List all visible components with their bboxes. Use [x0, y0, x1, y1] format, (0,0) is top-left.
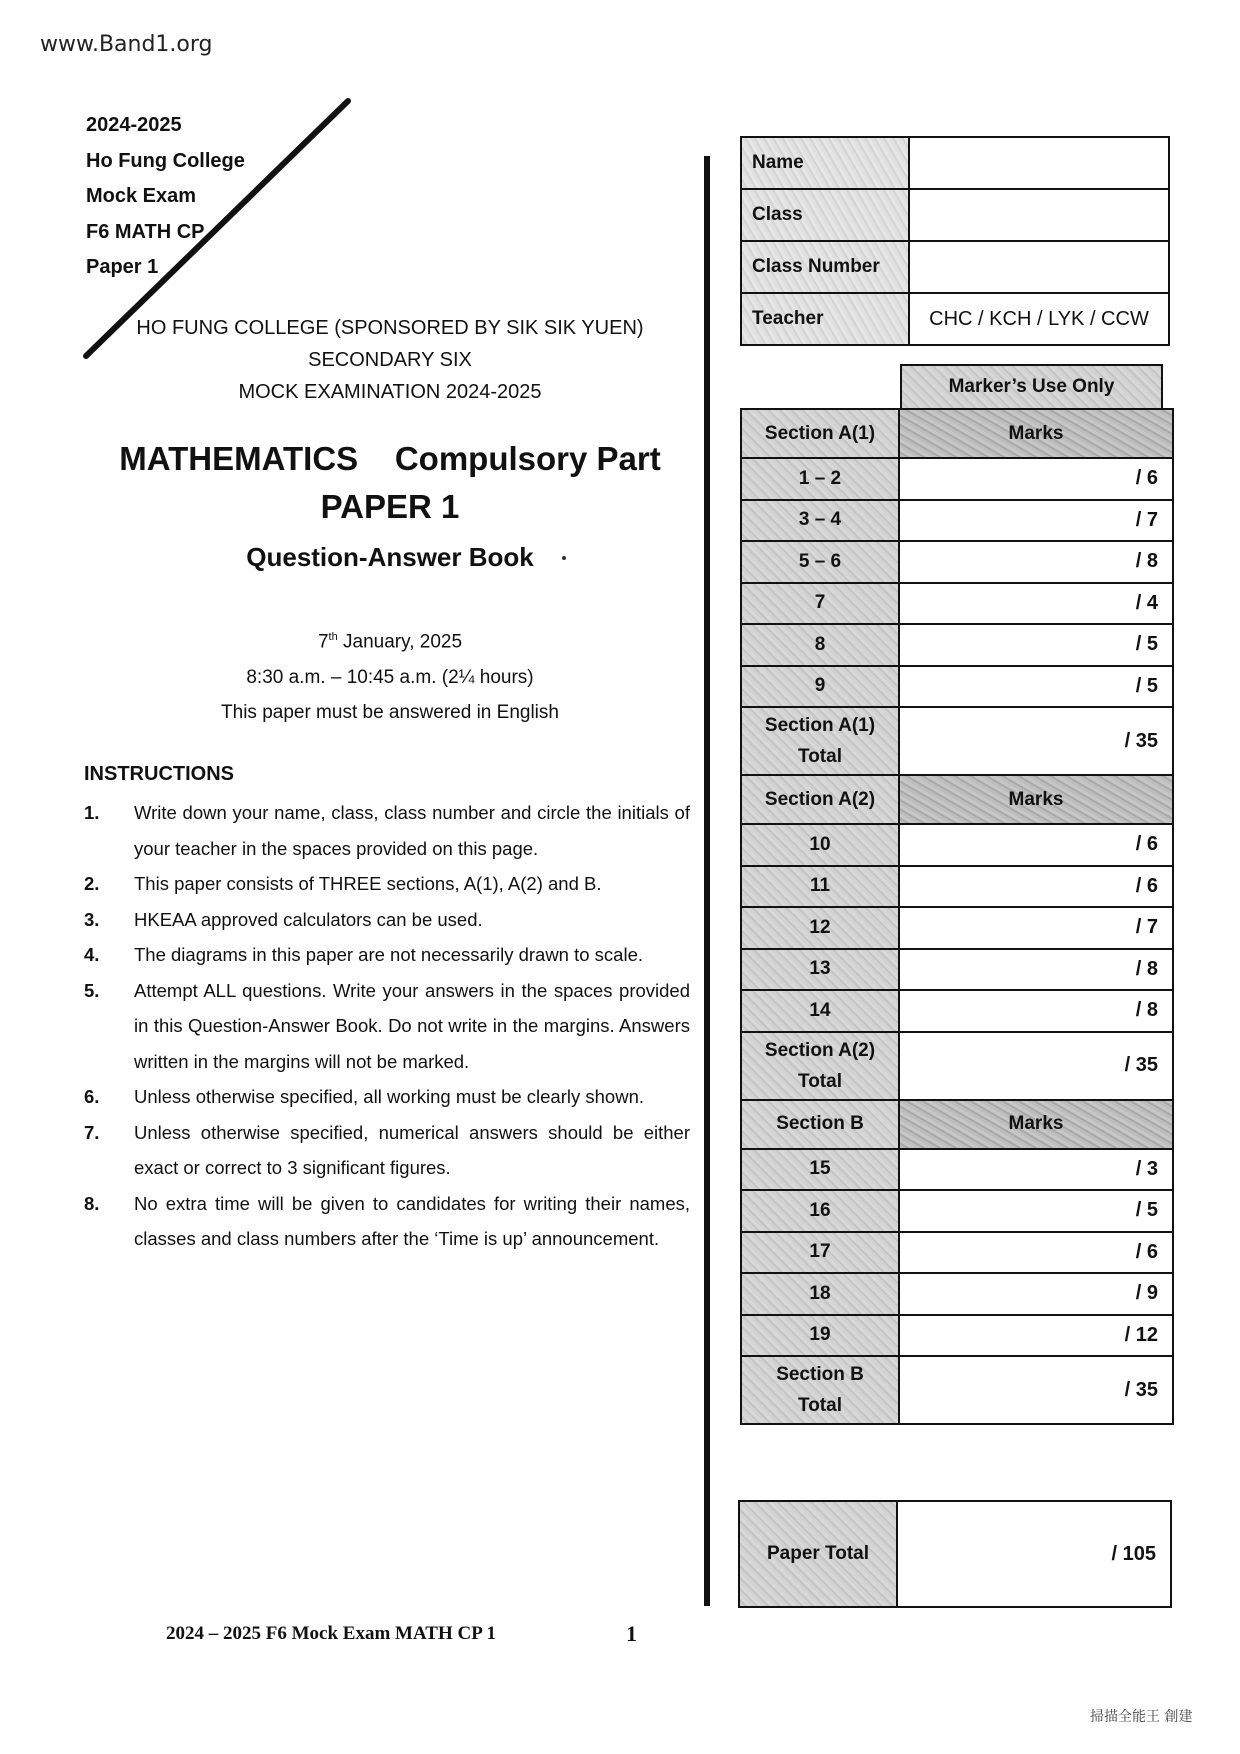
section-a1-label: Section A(1): [741, 409, 899, 458]
instruction-item: [84, 973, 690, 1080]
question-number: 16: [741, 1190, 899, 1232]
instruction-item: [84, 902, 690, 938]
question-number: 11: [741, 866, 899, 908]
instruction-number: 1.: [84, 802, 100, 823]
question-row: [741, 583, 1173, 625]
question-row: [741, 990, 1173, 1032]
question-number: 10: [741, 824, 899, 866]
section-a2-total-field[interactable]: / 35: [899, 1032, 1173, 1100]
instructions-heading: INSTRUCTIONS: [84, 763, 234, 785]
question-number: 7: [741, 583, 899, 625]
question-marks-field[interactable]: / 9: [899, 1273, 1173, 1315]
question-number: 12: [741, 907, 899, 949]
exam-language: This paper must be answered in English: [221, 702, 559, 724]
student-info-table: [740, 136, 1170, 346]
date-day: 7: [317, 631, 329, 653]
exam-name: MOCK EXAMINATION 2024-2025: [238, 381, 542, 403]
question-row: [741, 1149, 1173, 1191]
question-marks-field[interactable]: / 3: [899, 1149, 1173, 1191]
question-number: 15: [741, 1149, 899, 1191]
instruction-number: 5.: [84, 979, 100, 1001]
teacher-row: [741, 293, 1169, 345]
question-row: [741, 1232, 1173, 1274]
page-number: 1: [626, 1621, 637, 1646]
question-marks-field[interactable]: / 5: [899, 1190, 1173, 1232]
question-marks-field[interactable]: / 6: [899, 1232, 1173, 1274]
question-row: [741, 866, 1173, 908]
total-label-line: Section B: [776, 1364, 864, 1385]
instruction-item: [84, 937, 690, 973]
section-a2-total-label: [741, 1032, 899, 1100]
section-a1-total-row: [741, 707, 1173, 775]
markers-use-only-heading: Marker’s Use Only: [900, 364, 1163, 410]
instruction-text: This paper consists of THREE sections, A(1), A(2) and B.: [134, 873, 602, 894]
corner-label-school: Ho Fung College: [86, 149, 245, 172]
instruction-number: 3.: [84, 908, 100, 930]
section-a1-total-field[interactable]: / 35: [899, 707, 1173, 775]
corner-label-year: 2024-2025: [86, 114, 182, 136]
total-label-line: Total: [798, 746, 842, 767]
instruction-item: [84, 1186, 690, 1257]
section-b-label: Section B: [741, 1100, 899, 1149]
paper-total-table: [738, 1500, 1172, 1608]
name-field[interactable]: [909, 137, 1169, 189]
exam-time: 8:30 a.m. – 10:45 a.m. (2¼ hours): [246, 666, 534, 688]
question-marks-field[interactable]: / 5: [899, 666, 1173, 708]
paper-title: PAPER 1: [320, 488, 460, 525]
corner-label-paper: Paper 1: [86, 256, 159, 278]
corner-label-exam: Mock Exam: [86, 185, 197, 207]
instruction-text: Write down your name, class, class number and circle the initials of your teacher in the spaces provided on this page.: [134, 802, 690, 859]
class-number-row: [741, 241, 1169, 293]
class-label: Class: [741, 189, 909, 241]
question-marks-field[interactable]: / 12: [899, 1315, 1173, 1357]
question-row: [741, 824, 1173, 866]
instruction-item: [84, 866, 690, 902]
section-a1-header-row: [741, 409, 1173, 458]
section-b-header-row: [741, 1100, 1173, 1149]
school-header: [80, 312, 700, 408]
scanner-watermark: 掃描全能王 創建: [1090, 1709, 1193, 1725]
footer-text: 2024 – 2025 F6 Mock Exam MATH CP 1: [166, 1623, 497, 1644]
section-b-total-row: [741, 1356, 1173, 1424]
date-month-year: January, 2025: [337, 631, 463, 653]
instruction-number: 7.: [84, 1121, 100, 1143]
section-b-total-label: [741, 1356, 899, 1424]
question-number: 9: [741, 666, 899, 708]
instruction-text: No extra time will be given to candidates for writing their names, classes and class numbers after the ‘Time is up’ announcement.: [134, 1192, 690, 1249]
class-number-label: Class Number: [741, 241, 909, 293]
date-suffix: th: [328, 631, 338, 643]
question-row: [741, 1190, 1173, 1232]
question-marks-field[interactable]: / 5: [899, 624, 1173, 666]
marks-table: [740, 408, 1174, 1425]
question-row: [741, 500, 1173, 542]
section-b-total-field[interactable]: / 35: [899, 1356, 1173, 1424]
question-row: [741, 949, 1173, 991]
class-row: [741, 189, 1169, 241]
instruction-number: 6.: [84, 1086, 100, 1107]
total-label-line: Section A(1): [764, 715, 876, 736]
exam-schedule: [80, 620, 700, 731]
question-row: [741, 541, 1173, 583]
instruction-text: Attempt ALL questions. Write your answers in the spaces provided in this Question-Answer Book. Do not write in the margins. Answers written in the margins will not be marked.: [134, 979, 690, 1072]
question-row: [741, 624, 1173, 666]
question-marks-field[interactable]: / 8: [899, 990, 1173, 1032]
question-row: [741, 907, 1173, 949]
name-row: [741, 137, 1169, 189]
name-label: Name: [741, 137, 909, 189]
section-a2-label: Section A(2): [741, 775, 899, 824]
book-title: Question-Answer Book: [246, 542, 534, 572]
question-number: 14: [741, 990, 899, 1032]
section-a2-header-row: [741, 775, 1173, 824]
marks-column-label: Marks: [899, 1100, 1173, 1149]
instruction-text: HKEAA approved calculators can be used.: [134, 908, 483, 930]
paper-total-label: Paper Total: [739, 1501, 897, 1607]
exam-date: [80, 620, 700, 660]
marks-column-label: Marks: [899, 775, 1173, 824]
question-row: [741, 458, 1173, 500]
question-number: 18: [741, 1273, 899, 1315]
vertical-divider: [704, 156, 710, 1606]
section-a2-total-row: [741, 1032, 1173, 1100]
school-name: HO FUNG COLLEGE (SPONSORED BY SIK SIK YUEN): [136, 317, 644, 339]
school-level: SECONDARY SIX: [308, 349, 472, 371]
question-marks-field[interactable]: / 8: [899, 541, 1173, 583]
class-field[interactable]: [909, 189, 1169, 241]
question-number: 19: [741, 1315, 899, 1357]
teacher-label: Teacher: [741, 293, 909, 345]
question-marks-field[interactable]: / 6: [899, 458, 1173, 500]
question-number: 8: [741, 624, 899, 666]
question-number: 5 – 6: [741, 541, 899, 583]
instruction-number: 8.: [84, 1192, 100, 1214]
stray-dot: [562, 556, 566, 560]
question-number: 1 – 2: [741, 458, 899, 500]
instruction-text: Unless otherwise specified, numerical answers should be either exact or correct to 3 significant figures.: [134, 1121, 690, 1178]
total-label-line: Total: [798, 1395, 842, 1416]
teacher-initials-options[interactable]: CHC / KCH / LYK / CCW: [909, 293, 1169, 345]
question-number: 3 – 4: [741, 500, 899, 542]
question-marks-field[interactable]: / 7: [899, 907, 1173, 949]
instruction-item: [84, 1115, 690, 1186]
class-number-field[interactable]: [909, 241, 1169, 293]
paper-total-max[interactable]: / 105: [897, 1501, 1171, 1607]
instruction-item: [84, 1079, 690, 1115]
question-number: 17: [741, 1232, 899, 1274]
corner-label-subject: F6 MATH CP: [86, 220, 205, 243]
total-label-line: Total: [798, 1070, 842, 1092]
question-row: [741, 666, 1173, 708]
instruction-item: [84, 795, 690, 866]
question-marks-field[interactable]: / 8: [899, 949, 1173, 991]
watermark-url: www.Band1.org: [40, 32, 213, 57]
instruction-text: The diagrams in this paper are not necessarily drawn to scale.: [134, 944, 644, 965]
question-marks-field[interactable]: / 6: [899, 824, 1173, 866]
instructions-list: [84, 795, 690, 1257]
question-marks-field[interactable]: / 7: [899, 500, 1173, 542]
marks-column-label: Marks: [899, 409, 1173, 458]
instruction-text: Unless otherwise specified, all working must be clearly shown.: [134, 1086, 644, 1107]
question-marks-field[interactable]: / 4: [899, 583, 1173, 625]
question-row: [741, 1273, 1173, 1315]
instruction-number: 4.: [84, 944, 100, 965]
instruction-number: 2.: [84, 873, 100, 894]
total-label-line: Section A(2): [764, 1039, 876, 1061]
subject-title: MATHEMATICS Compulsory Part: [119, 440, 661, 477]
question-marks-field[interactable]: / 6: [899, 866, 1173, 908]
question-number: 13: [741, 949, 899, 991]
section-a1-total-label: [741, 707, 899, 775]
question-row: [741, 1315, 1173, 1357]
paper-total-row: [739, 1501, 1171, 1607]
